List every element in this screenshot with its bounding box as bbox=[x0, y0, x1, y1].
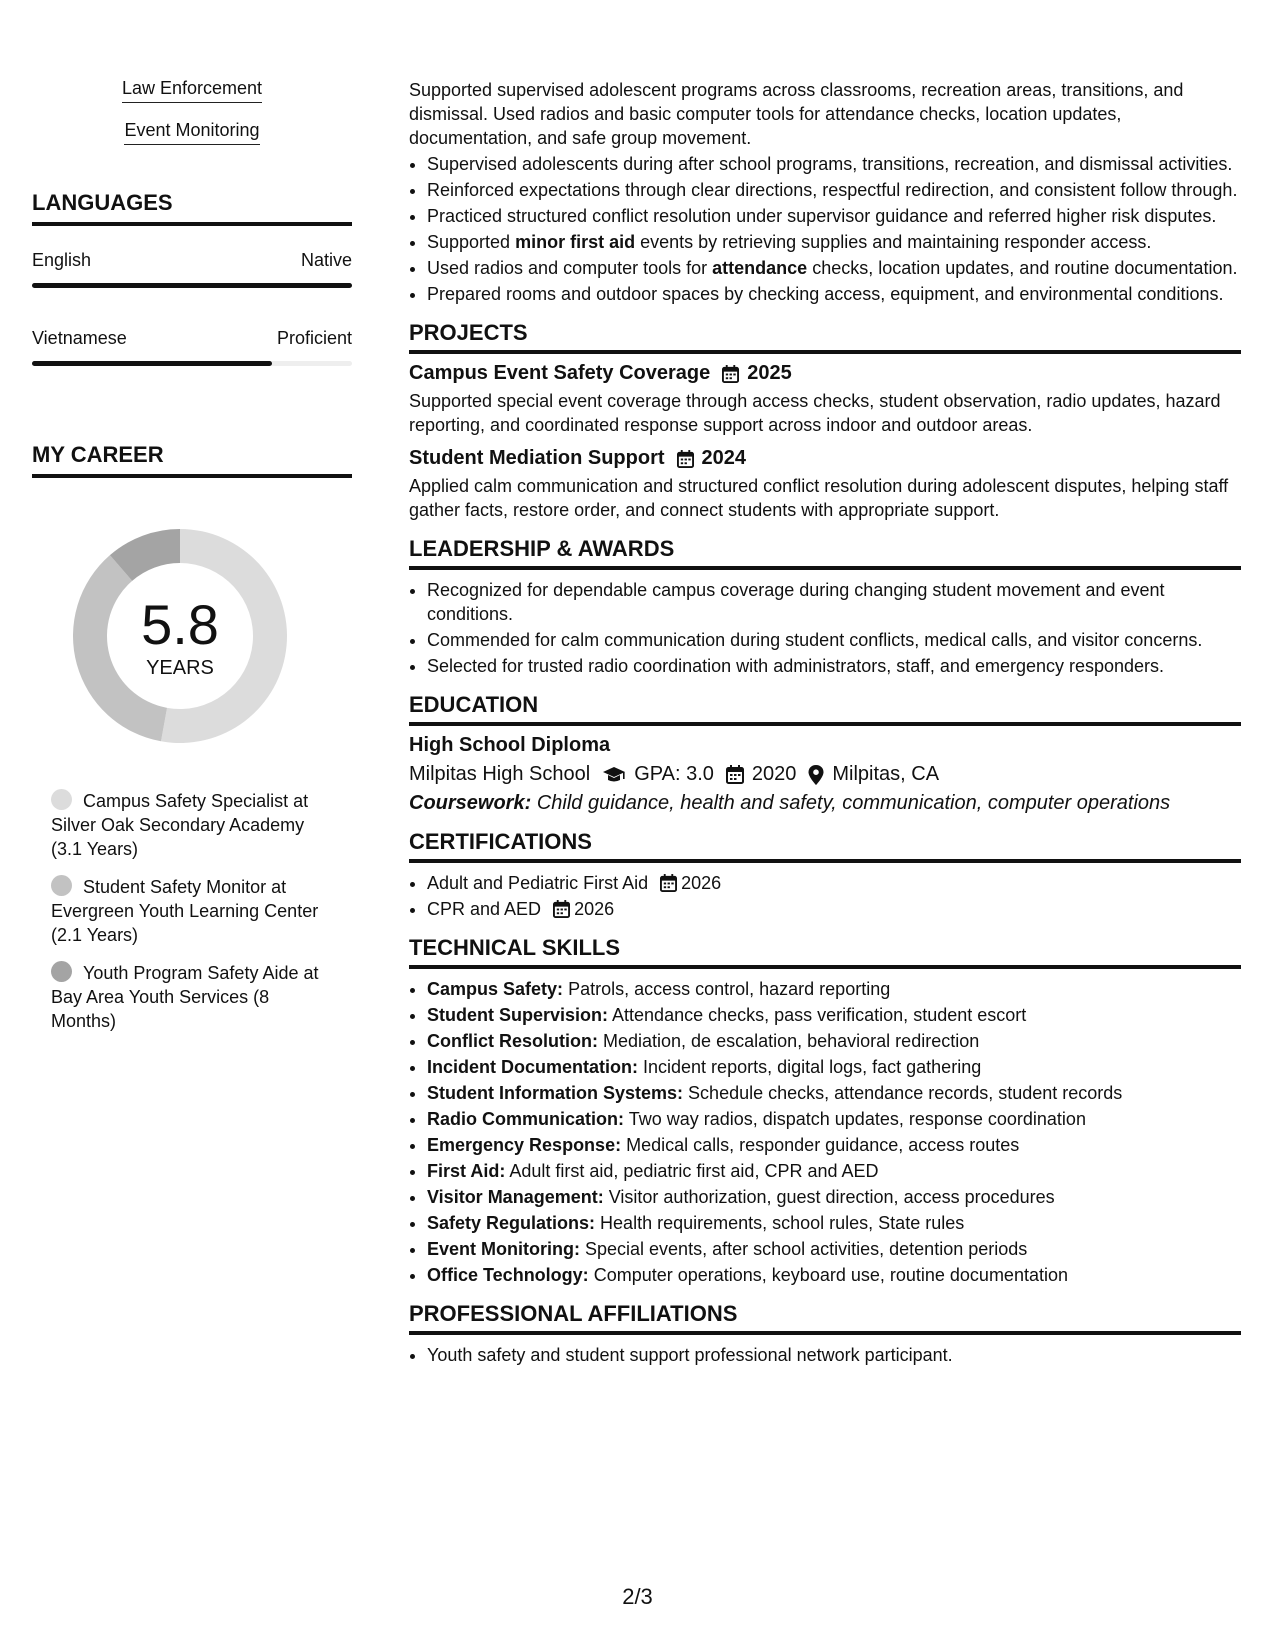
skill-item bbox=[427, 1107, 1241, 1131]
award-item: • Commended for calm communication during student conflicts, medical calls, and visitor concerns. bbox=[427, 628, 1241, 652]
legend-dot bbox=[51, 789, 72, 810]
project-year: 2024 bbox=[701, 447, 747, 469]
experience-bullet: • Reinforced expectations through clear directions, respectful redirection, and consistent follow through. bbox=[427, 178, 1241, 202]
skill-label: Conflict Resolution: bbox=[427, 1031, 598, 1051]
language-level: Proficient bbox=[276, 328, 352, 348]
calendar-icon bbox=[677, 450, 694, 468]
language-bar-fill bbox=[32, 361, 272, 366]
career-donut-chart bbox=[65, 521, 295, 751]
skill-value: Visitor authorization, guest direction, access procedures bbox=[608, 1187, 1055, 1207]
calendar-icon bbox=[660, 874, 677, 892]
skill-label: Radio Communication: bbox=[427, 1109, 624, 1129]
language-name: English bbox=[32, 250, 92, 270]
project-item bbox=[409, 362, 1241, 437]
career-item: Student Safety Monitor at Evergreen Youth Learning Center (2.1 Years) bbox=[51, 877, 319, 945]
calendar-icon bbox=[722, 365, 739, 383]
languages-heading: LANGUAGES bbox=[32, 190, 352, 226]
affiliation-item: • Youth safety and student support professional network participant. bbox=[427, 1343, 1241, 1367]
language-name: Vietnamese bbox=[32, 328, 127, 348]
skill-item bbox=[427, 1055, 1241, 1079]
tag-law-enforcement: Law Enforcement bbox=[122, 78, 262, 103]
project-description: Applied calm communication and structured conflict resolution during adolescent disputes, helping staff gather facts, restore order, and connect students with appropriate support. bbox=[409, 476, 1229, 520]
skill-item bbox=[427, 1185, 1241, 1209]
project-description: Supported special event coverage through access checks, student observation, radio updates, hazard reporting, and coordinated response support across indoor and outdoor areas. bbox=[409, 391, 1221, 435]
page-number: 2/3 bbox=[622, 1584, 653, 1609]
experience-summary: Supported supervised adolescent programs across classrooms, recreation areas, transitions, and dismissal. Used radios and basic computer tools for attendance checks, location updates, documentation, and safe group movement. bbox=[409, 80, 1184, 148]
language-english bbox=[32, 250, 352, 288]
skill-value: Computer operations, keyboard use, routine documentation bbox=[593, 1265, 1068, 1285]
certification-item bbox=[427, 871, 1241, 895]
skill-label: Safety Regulations: bbox=[427, 1213, 596, 1233]
skill-value: Medical calls, responder guidance, access routes bbox=[626, 1135, 1020, 1155]
skill-item bbox=[427, 1081, 1241, 1105]
school-name: Milpitas High School bbox=[409, 763, 591, 785]
project-name: Campus Event Safety Coverage bbox=[409, 362, 711, 384]
skill-item bbox=[427, 1237, 1241, 1261]
affiliations-list bbox=[409, 1343, 1241, 1367]
skill-label: Office Technology: bbox=[427, 1265, 589, 1285]
affiliations-heading: PROFESSIONAL AFFILIATIONS bbox=[409, 1301, 1241, 1335]
skill-label: Campus Safety: bbox=[427, 979, 564, 999]
certification-item bbox=[427, 897, 1241, 921]
skill-label: Student Information Systems: bbox=[427, 1083, 684, 1103]
skill-label: Visitor Management: bbox=[427, 1187, 604, 1207]
project-list bbox=[409, 362, 1241, 522]
award-item: • Selected for trusted radio coordination with administrators, staff, and emergency responders. bbox=[427, 654, 1241, 678]
experience-bullet: • Used radios and computer tools for attendance checks, location updates, and routine documentation. bbox=[427, 256, 1241, 280]
skill-item bbox=[427, 1133, 1241, 1157]
leadership-list bbox=[409, 578, 1241, 678]
skill-label: Emergency Response: bbox=[427, 1135, 622, 1155]
legend-dot bbox=[51, 961, 72, 982]
gpa: GPA: 3.0 bbox=[634, 763, 714, 785]
certification-name: • CPR and AED bbox=[427, 899, 542, 919]
skill-item bbox=[427, 1211, 1241, 1235]
skill-item bbox=[427, 1263, 1241, 1287]
project-item bbox=[409, 447, 1241, 522]
certification-list bbox=[409, 871, 1241, 921]
calendar-icon bbox=[553, 900, 570, 918]
skill-label: Event Monitoring: bbox=[427, 1239, 580, 1259]
skill-value: Incident reports, digital logs, fact gathering bbox=[643, 1057, 982, 1077]
experience-bullet: • Supervised adolescents during after school programs, transitions, recreation, and dismissal activities. bbox=[427, 152, 1241, 176]
skills-heading: TECHNICAL SKILLS bbox=[409, 935, 1241, 969]
language-vietnamese bbox=[32, 328, 352, 366]
calendar-icon bbox=[726, 765, 744, 784]
award-item: • Recognized for dependable campus coverage during changing student movement and event conditions. bbox=[427, 578, 1241, 626]
graduation-year: 2020 bbox=[751, 763, 797, 785]
certification-year: 2026 bbox=[681, 873, 722, 893]
language-bar bbox=[32, 283, 352, 288]
skill-value: Mediation, de escalation, behavioral redirection bbox=[603, 1031, 980, 1051]
tag-list bbox=[32, 78, 352, 162]
language-bar-fill bbox=[32, 283, 352, 288]
skill-item bbox=[427, 1029, 1241, 1053]
education-heading: EDUCATION bbox=[409, 692, 1241, 726]
skill-value: Attendance checks, pass verification, student escort bbox=[612, 1005, 1027, 1025]
skill-item bbox=[427, 977, 1241, 1001]
experience-bullets bbox=[409, 152, 1241, 306]
projects-heading: PROJECTS bbox=[409, 320, 1241, 354]
certification-year: 2026 bbox=[574, 899, 615, 919]
skill-item bbox=[427, 1159, 1241, 1183]
education-entry bbox=[409, 734, 1241, 815]
degree: High School Diploma bbox=[409, 734, 611, 756]
career-heading: MY CAREER bbox=[32, 442, 352, 478]
career-total-unit: YEARS bbox=[146, 657, 214, 679]
skill-label: Student Supervision: bbox=[427, 1005, 609, 1025]
map-pin-icon bbox=[808, 765, 824, 785]
coursework: Coursework: Child guidance, health and safety, communication, computer operations bbox=[409, 792, 1171, 814]
leadership-heading: LEADERSHIP & AWARDS bbox=[409, 536, 1241, 570]
career-item: Youth Program Safety Aide at Bay Area Youth Services (8 Months) bbox=[51, 963, 319, 1031]
skill-value: Schedule checks, attendance records, student records bbox=[688, 1083, 1123, 1103]
experience-bullet: • Prepared rooms and outdoor spaces by checking access, equipment, and environmental conditions. bbox=[427, 282, 1241, 306]
career-item: Campus Safety Specialist at Silver Oak Secondary Academy (3.1 Years) bbox=[51, 791, 309, 859]
main-content bbox=[409, 78, 1241, 1369]
skill-value: Health requirements, school rules, State rules bbox=[600, 1213, 965, 1233]
skill-item bbox=[427, 1003, 1241, 1027]
skill-value: Two way radios, dispatch updates, response coordination bbox=[628, 1109, 1086, 1129]
legend-dot bbox=[51, 875, 72, 896]
sidebar bbox=[32, 78, 352, 1047]
skill-value: Adult first aid, pediatric first aid, CPR and AED bbox=[509, 1161, 879, 1181]
skill-label: Incident Documentation: bbox=[427, 1057, 638, 1077]
school-location: Milpitas, CA bbox=[832, 763, 940, 785]
project-year: 2025 bbox=[747, 362, 792, 384]
skills-list bbox=[409, 977, 1241, 1287]
graduation-cap-icon bbox=[602, 766, 626, 784]
experience-bullet: • Supported minor first aid events by retrieving supplies and maintaining responder access. bbox=[427, 230, 1241, 254]
experience-bullet: • Practiced structured conflict resolution under supervisor guidance and referred higher risk disputes. bbox=[427, 204, 1241, 228]
career-legend bbox=[32, 789, 331, 1033]
certification-name: • Adult and Pediatric First Aid bbox=[427, 873, 649, 893]
career-total-years: 5.8 bbox=[141, 593, 219, 656]
certifications-heading: CERTIFICATIONS bbox=[409, 829, 1241, 863]
skill-label: First Aid: bbox=[427, 1161, 506, 1181]
project-name: Student Mediation Support bbox=[409, 447, 665, 469]
skill-value: Special events, after school activities, detention periods bbox=[585, 1239, 1028, 1259]
tag-event-monitoring: Event Monitoring bbox=[124, 120, 259, 145]
language-bar bbox=[32, 361, 352, 366]
language-level: Native bbox=[300, 250, 352, 270]
skill-value: Patrols, access control, hazard reporting bbox=[568, 979, 891, 999]
